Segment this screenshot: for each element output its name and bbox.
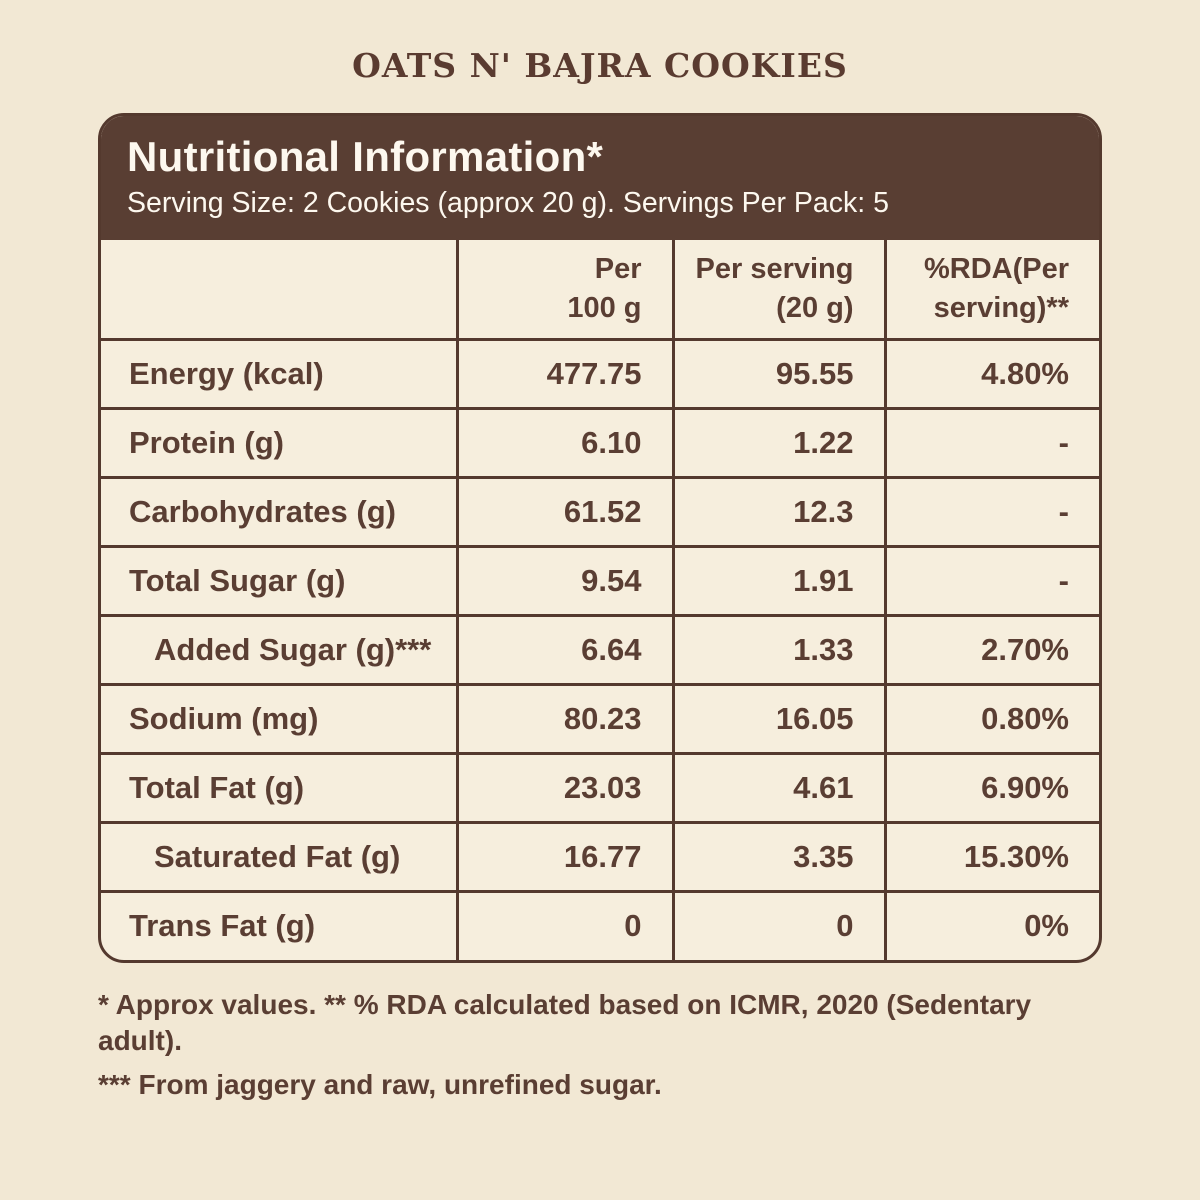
value-per-100g: 9.54 <box>457 546 673 615</box>
nutrient-label: Energy (kcal) <box>101 339 457 408</box>
table-row <box>101 477 1099 546</box>
col-header-nutrient <box>101 240 457 339</box>
value-per-serving: 1.91 <box>673 546 885 615</box>
nutrient-label: Protein (g) <box>101 408 457 477</box>
col-header-per-serving <box>673 240 885 339</box>
col-header-line: Per serving <box>695 253 854 286</box>
value-rda: - <box>885 477 1099 546</box>
nutrient-label: Sodium (mg) <box>101 684 457 753</box>
nutrition-table <box>101 240 1099 960</box>
col-header-line: serving)** <box>933 291 1069 324</box>
footnote-rda: * Approx values. ** % RDA calculated based on ICMR, 2020 (Sedentary adult). <box>98 989 1032 1056</box>
footnote-sugar: *** From jaggery and raw, unrefined sugar. <box>98 1068 662 1100</box>
value-per-serving: 4.61 <box>673 753 885 822</box>
value-per-serving: 3.35 <box>673 822 885 891</box>
value-per-100g: 6.10 <box>457 408 673 477</box>
value-per-100g: 6.64 <box>457 615 673 684</box>
col-header-line: Per <box>594 253 642 286</box>
value-rda: - <box>885 408 1099 477</box>
col-header-per-100g <box>457 240 673 339</box>
table-row <box>101 822 1099 891</box>
value-per-serving: 1.33 <box>673 615 885 684</box>
value-per-serving: 12.3 <box>673 477 885 546</box>
nutrient-label: Added Sugar (g)*** <box>101 615 457 684</box>
serving-size-line: Serving Size: 2 Cookies (approx 20 g). Servings Per Pack: 5 <box>127 187 889 220</box>
value-rda: 4.80% <box>885 339 1099 408</box>
value-per-serving: 95.55 <box>673 339 885 408</box>
nutrient-label: Carbohydrates (g) <box>101 477 457 546</box>
value-per-100g: 477.75 <box>457 339 673 408</box>
table-row <box>101 408 1099 477</box>
nutrition-card <box>98 113 1102 963</box>
value-per-100g: 0 <box>457 891 673 960</box>
table-row <box>101 546 1099 615</box>
nutrient-label: Total Sugar (g) <box>101 546 457 615</box>
nutrient-label: Total Fat (g) <box>101 753 457 822</box>
value-rda: 0% <box>885 891 1099 960</box>
value-per-serving: 16.05 <box>673 684 885 753</box>
col-header-line: 100 g <box>567 291 642 324</box>
value-per-100g: 23.03 <box>457 753 673 822</box>
nutrient-label: Trans Fat (g) <box>101 891 457 960</box>
value-rda: 6.90% <box>885 753 1099 822</box>
value-rda: 15.30% <box>885 822 1099 891</box>
table-row <box>101 684 1099 753</box>
footnotes <box>98 987 1102 1102</box>
value-per-serving: 0 <box>673 891 885 960</box>
value-per-100g: 16.77 <box>457 822 673 891</box>
value-rda: 0.80% <box>885 684 1099 753</box>
card-title: Nutritional Information* <box>127 133 604 180</box>
table-header-row <box>101 240 1099 339</box>
nutrition-card-header <box>101 116 1099 240</box>
nutrient-label: Saturated Fat (g) <box>101 822 457 891</box>
col-header-rda <box>885 240 1099 339</box>
table-row <box>101 891 1099 960</box>
table-row <box>101 615 1099 684</box>
value-rda: - <box>885 546 1099 615</box>
value-per-100g: 61.52 <box>457 477 673 546</box>
value-per-100g: 80.23 <box>457 684 673 753</box>
value-rda: 2.70% <box>885 615 1099 684</box>
value-per-serving: 1.22 <box>673 408 885 477</box>
col-header-line: (20 g) <box>776 291 854 324</box>
table-row <box>101 753 1099 822</box>
table-row <box>101 339 1099 408</box>
col-header-line: %RDA(Per <box>923 253 1069 286</box>
page-title: OATS N' BAJRA COOKIES <box>352 46 848 85</box>
